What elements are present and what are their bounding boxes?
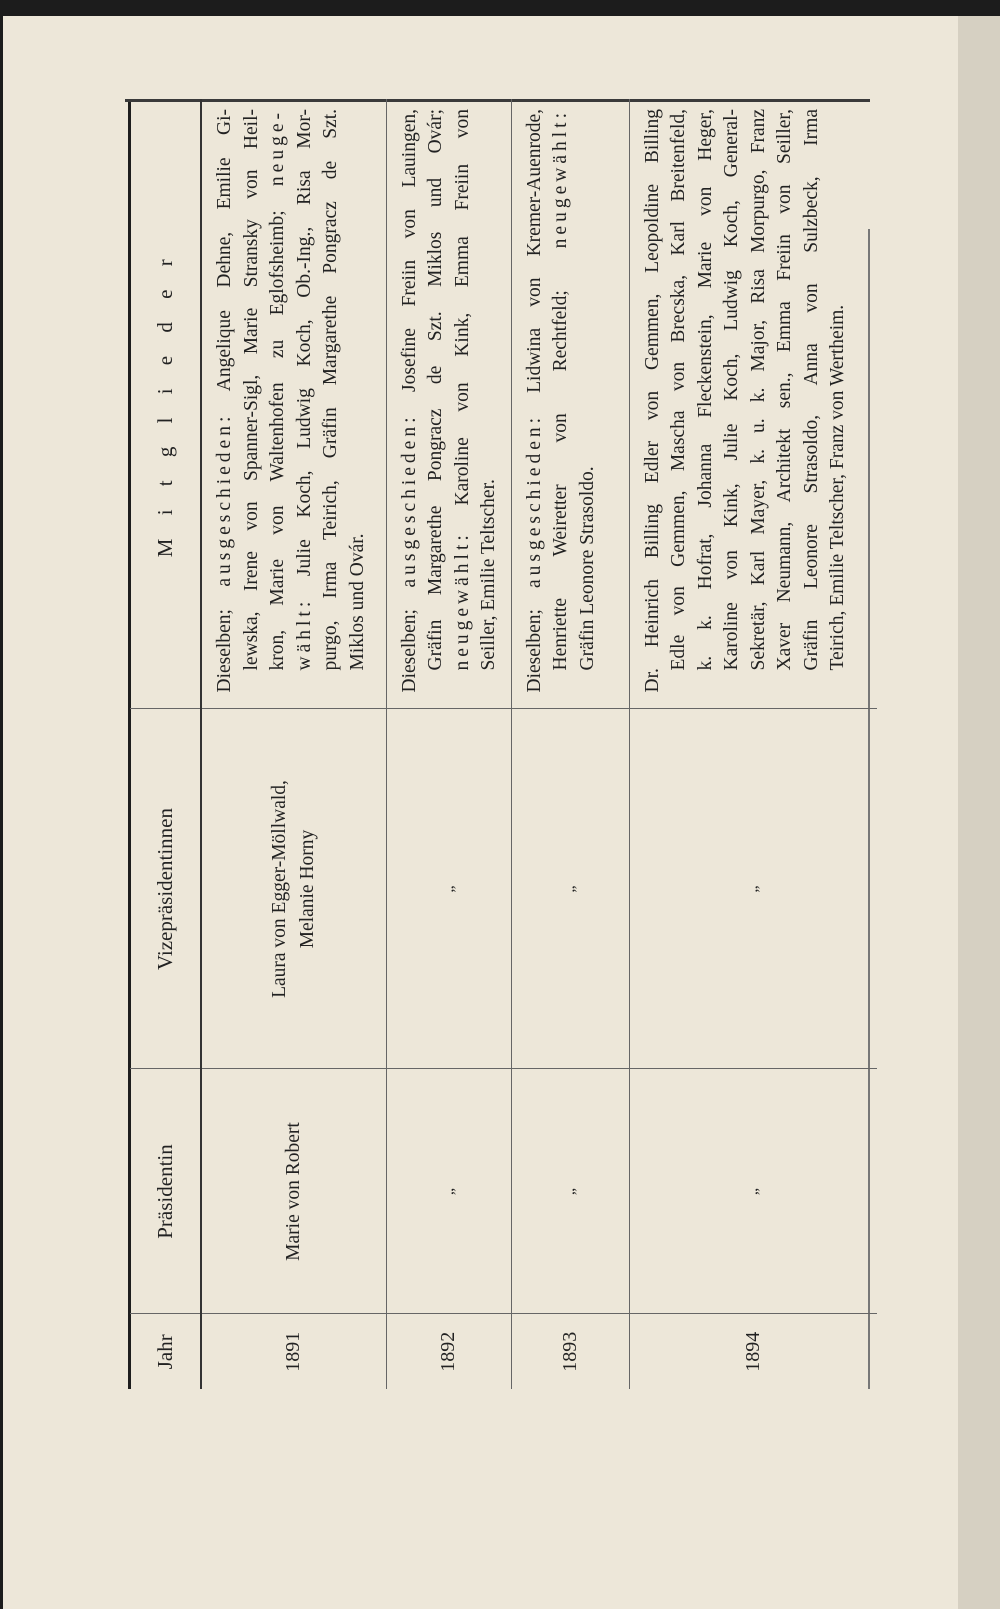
member-line [825, 109, 852, 693]
ditto-mark: „ [439, 1187, 457, 1196]
member-text: Lidwina von Kremer-Auenrode, [523, 109, 545, 414]
vice-cell [201, 709, 386, 1069]
member-text: Karoline von Kink, Emma Freiin von [451, 109, 473, 532]
member-line [318, 109, 345, 693]
member-line [746, 109, 773, 693]
member-line [548, 109, 575, 693]
year-value: 1893 [558, 1331, 581, 1372]
table-row [629, 99, 877, 1389]
table-body [201, 99, 877, 1389]
vice-cell [386, 709, 511, 1069]
year-value: 1891 [282, 1331, 305, 1372]
member-text: Dieselben; [398, 587, 420, 693]
member-text: Dieselben; [523, 588, 545, 693]
member-text: Angelique Dehne, Emilie Gi- [214, 108, 235, 413]
emphasis-label: ausgeschieden: [523, 413, 545, 588]
year-value: 1892 [437, 1331, 459, 1372]
year-cell [629, 1314, 877, 1389]
emphasis-label: neugewählt: [451, 531, 473, 671]
member-line [476, 109, 503, 693]
member-line [522, 109, 549, 693]
emphasis-label: wählt: [293, 597, 315, 671]
member-line [799, 109, 826, 693]
table-row [511, 99, 629, 1389]
member-line [693, 109, 720, 693]
ditto-mark: „ [439, 885, 457, 893]
member-text: Karoline von Kink, Julie Koch, Ludwig Koch, General- [721, 109, 742, 671]
president-cell [629, 1069, 877, 1314]
member-text: Gräfin Margarethe Pongracz de Szt. Miklos und Ovár; [425, 109, 446, 671]
members-cell [629, 99, 877, 709]
member-line [345, 109, 372, 693]
member-text: Gräfin Leonore Strasoldo, Anna von Sulzbeck, Irma [800, 109, 822, 671]
ditto-mark: „ [561, 1187, 578, 1196]
year-cell [511, 1314, 629, 1389]
committee-table-wrapper [130, 99, 870, 1389]
member-line [575, 109, 602, 693]
year-value: 1894 [741, 1331, 764, 1372]
emphasis-label: neuge- [267, 109, 288, 187]
header-year: Jahr [130, 1314, 201, 1389]
header-row [130, 99, 201, 1389]
member-line [772, 109, 799, 693]
emphasis-label: ausgeschieden: [214, 412, 235, 587]
members-cell [386, 99, 511, 709]
member-text: Sekretär, Karl Mayer, k. u. k. Major, Risa Morpurgo, Franz [747, 109, 769, 671]
member-line [265, 109, 292, 693]
member-text: k. k. Hofrat, Johanna Fleckenstein, Marie von Heger, [694, 109, 716, 671]
member-line [666, 109, 693, 693]
vice-cell [511, 709, 629, 1069]
member-text: Seiller, Emilie Teltscher. [478, 479, 499, 671]
member-text: Henriette Weiretter von Rechtfeld; [550, 248, 571, 671]
member-line [292, 109, 319, 693]
emphasis-label: neugewählt: [550, 109, 571, 249]
member-line [423, 109, 450, 693]
table-row [201, 99, 386, 1389]
president-cell [386, 1069, 511, 1314]
member-text: Gräfin Leonore Strasoldo. [576, 466, 598, 671]
member-text: Miklos und Ovár. [346, 533, 368, 671]
member-text: purgo, Irma Teirich, Gräfin Margarethe Pongracz de Szt. [320, 109, 341, 671]
member-line [719, 109, 746, 693]
member-line [239, 109, 266, 693]
member-text: Edle von Gemmen, Mascha von Brecska, Karl Breitenfeld, [668, 109, 689, 671]
table-row [386, 99, 511, 1389]
member-text: Xaver Neumann, Architekt sen., Emma Freiin von Seiller, [774, 109, 795, 671]
vice-name: Laura von Egger-Möllwald, [268, 780, 290, 998]
header-members: M i t g l i e d e r [130, 99, 201, 709]
member-text: Dr. Heinrich Billing Edler von Gemmen, Leopoldine Billing [641, 109, 663, 693]
emphasis-label: ausgeschieden: [398, 413, 420, 588]
president-cell [201, 1069, 386, 1314]
members-cell [511, 99, 629, 709]
vice-name: Melanie Horny [296, 829, 318, 949]
ditto-mark: „ [744, 885, 762, 893]
member-line [450, 109, 477, 693]
member-text: Julie Koch, Ludwig Koch, Ob.-Ing., Risa Mor- [293, 109, 315, 598]
header-president: Präsidentin [130, 1069, 201, 1314]
ditto-mark: „ [561, 885, 578, 893]
member-text: Teirich, Emilie Teltscher, Franz von Wertheim. [827, 304, 848, 671]
member-line [212, 109, 239, 693]
president-name: Marie von Robert [282, 1122, 304, 1261]
member-text: Dieselben; [214, 586, 235, 693]
committee-table [130, 99, 877, 1389]
member-text: kron, Marie von Waltenhofen zu Eglofsheimb; [267, 186, 288, 671]
member-text: Josefine Freiin von Lauingen, [398, 109, 420, 414]
members-cell [201, 99, 386, 709]
member-line [397, 109, 424, 693]
president-cell [511, 1069, 629, 1314]
header-vice-presidents: Vizepräsidentinnen [130, 709, 201, 1069]
member-line [640, 109, 667, 693]
year-cell [386, 1314, 511, 1389]
member-text: lewska, Irene von Spanner-Sigl, Marie Stransky von Heil- [240, 109, 262, 671]
vice-cell [629, 709, 877, 1069]
ditto-mark: „ [744, 1187, 762, 1196]
year-cell [201, 1314, 386, 1389]
